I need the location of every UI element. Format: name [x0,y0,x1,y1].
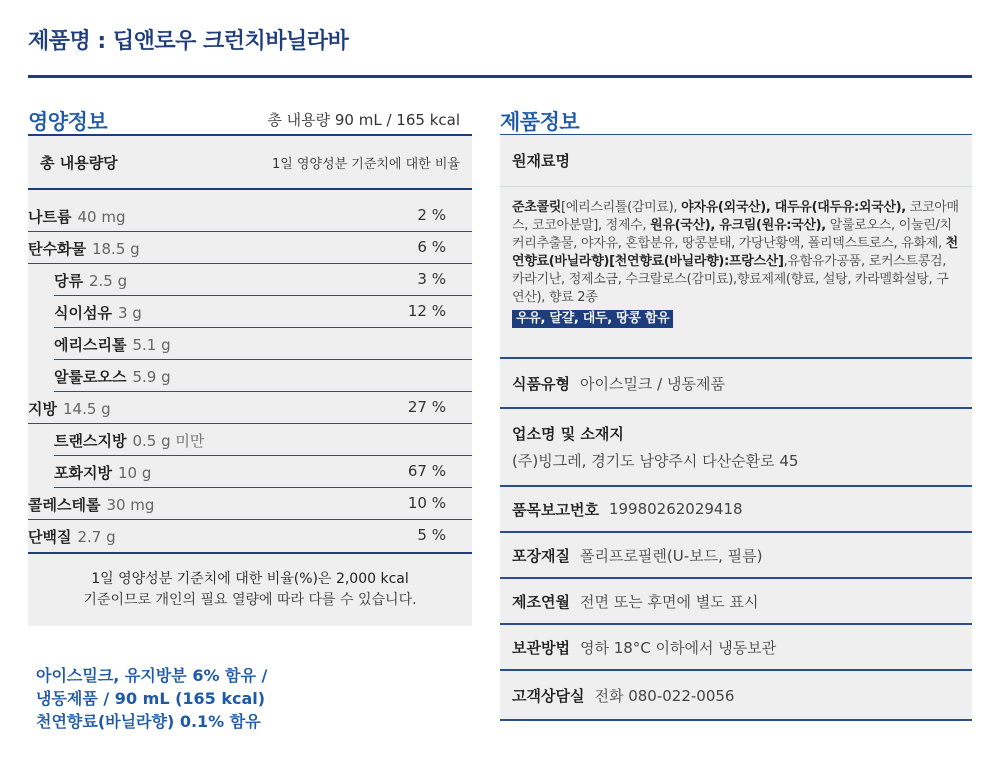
report-number-label: 품목보고번호 [512,500,599,519]
nutrient-name: 식이섬유 [54,304,112,322]
packaging-row [500,533,972,579]
nutrient-amount: 30 mg [106,496,155,514]
header-per-total: 총 내용량당 [40,153,118,172]
ingredients-text [512,199,960,307]
food-type-label: 식품유형 [512,374,570,393]
food-type-value: 아이스밀크 / 냉동제품 [579,374,725,393]
nutrient-amount: 40 mg [77,208,126,226]
nutrient-amount: 10 g [117,464,152,482]
nutrient-amount: 0.5 g 미만 [132,432,205,450]
nutrient-row [28,232,472,264]
packaging-label: 포장재질 [512,546,570,565]
customer-service-label: 고객상담실 [512,686,585,705]
ingredients-header [500,135,972,187]
title-divider [28,75,972,78]
nutrient-amount: 5.1 g [132,336,171,354]
packaging-value: 폴리프로필렌(U-보드, 필름) [579,546,763,565]
page-title: 제품명 : 딥앤로우 크런치바닐라바 [28,29,349,54]
ingredient-segment: 야자유(외국산), 대두유(대두유:외국산), [681,200,906,215]
nutrient-name: 탄수화물 [28,240,86,258]
summary-line: 천연향료(바닐라향) 0.1% 함유 [36,712,261,731]
report-number-row [500,487,972,533]
nutrient-row [28,488,472,520]
nutrient-row [28,328,472,360]
footnote-line: 1일 영양성분 기준치에 대한 비율(%)은 2,000 kcal [91,571,409,587]
nutrient-percent: 67 % [407,462,446,480]
customer-service-value: 전화 080-022-0056 [594,686,735,705]
nutrient-row [28,424,472,456]
nutrient-name: 콜레스테롤 [28,496,101,514]
product-info-title: 제품정보 [500,110,580,134]
header-daily-value: 1일 영양성분 기준치에 대한 비율 [271,156,460,172]
nutrient-name: 트랜스지방 [54,432,127,450]
ingredients-label: 원재료명 [512,152,570,170]
nutrient-percent: 3 % [417,270,446,288]
nutrient-row [28,200,472,232]
report-number-value: 19980262029418 [608,500,743,518]
nutrient-name: 에리스리톨 [54,336,127,354]
nutrient-percent: 10 % [407,494,446,512]
nutrition-panel [28,106,472,626]
nutrition-total: 총 내용량 90 mL / 165 kcal [267,111,460,129]
nutrient-row [28,360,472,392]
nutrient-row [28,456,472,488]
nutrient-row [28,264,472,296]
ingredient-segment: 천연향료(바닐라향)[천연향료(바닐라향):프랑스산] [512,236,958,269]
nutrient-row [28,392,472,424]
nutrient-percent: 5 % [417,526,446,544]
nutrient-name: 당류 [54,272,83,290]
nutrient-percent: 27 % [407,398,446,416]
nutrition-title: 영양정보 [28,110,108,134]
maker-row [500,409,972,487]
nutrient-name: 단백질 [28,528,72,546]
nutrient-amount: 5.9 g [132,368,171,386]
manufacture-date-row [500,579,972,625]
storage-value: 영하 18°C 이하에서 냉동보관 [579,638,777,657]
food-type-row [500,359,972,409]
ingredient-segment: 알룰로오스, 이눌린/치커리추출물, 야자유, 혼합분유, 땅콩분태, 가당난황액, 폴리덱스트로스, 유화제, [512,218,952,251]
allergy-notice: 우유, 달걀, 대두, 땅콩 함유 [512,310,673,328]
nutrient-amount: 14.5 g [62,400,111,418]
ingredients-block [500,187,972,359]
nutrient-row [28,296,472,328]
nutrition-table-header [28,136,472,190]
nutrient-amount: 2.7 g [77,528,116,546]
nutrient-name: 지방 [28,400,57,418]
nutrient-row [28,520,472,552]
nutrition-table [28,136,472,626]
nutrient-amount: 3 g [117,304,142,322]
nutrient-percent: 2 % [417,206,446,224]
product-info-panel [500,106,972,721]
footnote-line: 기준이므로 개인의 필요 열량에 따라 다를 수 있습니다. [83,592,417,608]
nutrient-name: 포화지방 [54,464,112,482]
nutrient-percent: 12 % [407,302,446,320]
nutrient-amount: 2.5 g [88,272,128,290]
manufacture-date-label: 제조연월 [512,592,570,611]
storage-row [500,625,972,671]
nutrient-name: 알룰로오스 [54,368,127,386]
ingredient-segment: [에리스리톨(감미료), [561,200,682,215]
nutrient-percent: 6 % [417,238,446,256]
nutrition-footnote [28,554,472,626]
ingredient-segment: 준초콜릿 [512,200,562,215]
maker-value: (주)빙그레, 경기도 남양주시 다산순환로 45 [512,452,799,470]
maker-label: 업소명 및 소재지 [512,425,624,443]
storage-label: 보관방법 [512,638,570,657]
ingredient-segment: 원유(국산), 유크림(원유:국산), [650,218,826,233]
summary-line: 냉동제품 / 90 mL (165 kcal) [36,689,266,708]
nutrition-heading [28,106,472,132]
nutrient-name: 나트륨 [28,208,72,226]
product-summary [36,664,267,733]
nutrient-amount: 18.5 g [91,240,140,258]
manufacture-date-value: 전면 또는 후면에 별도 표시 [579,592,759,611]
ingredient-segment: ,유함유가공품, 로커스트콩검, 카라기난, 정제소금, 수크랄로스(감미료),향료제제(향료, 설탕, 카라멜화설탕, 구연산), 향료 2종 [512,254,949,305]
summary-line: 아이스밀크, 유지방분 6% 함유 / [36,666,268,685]
ingredient-segment: 코코아매스, 코코아분말], 정제수, [512,200,959,233]
customer-service-row [500,671,972,721]
